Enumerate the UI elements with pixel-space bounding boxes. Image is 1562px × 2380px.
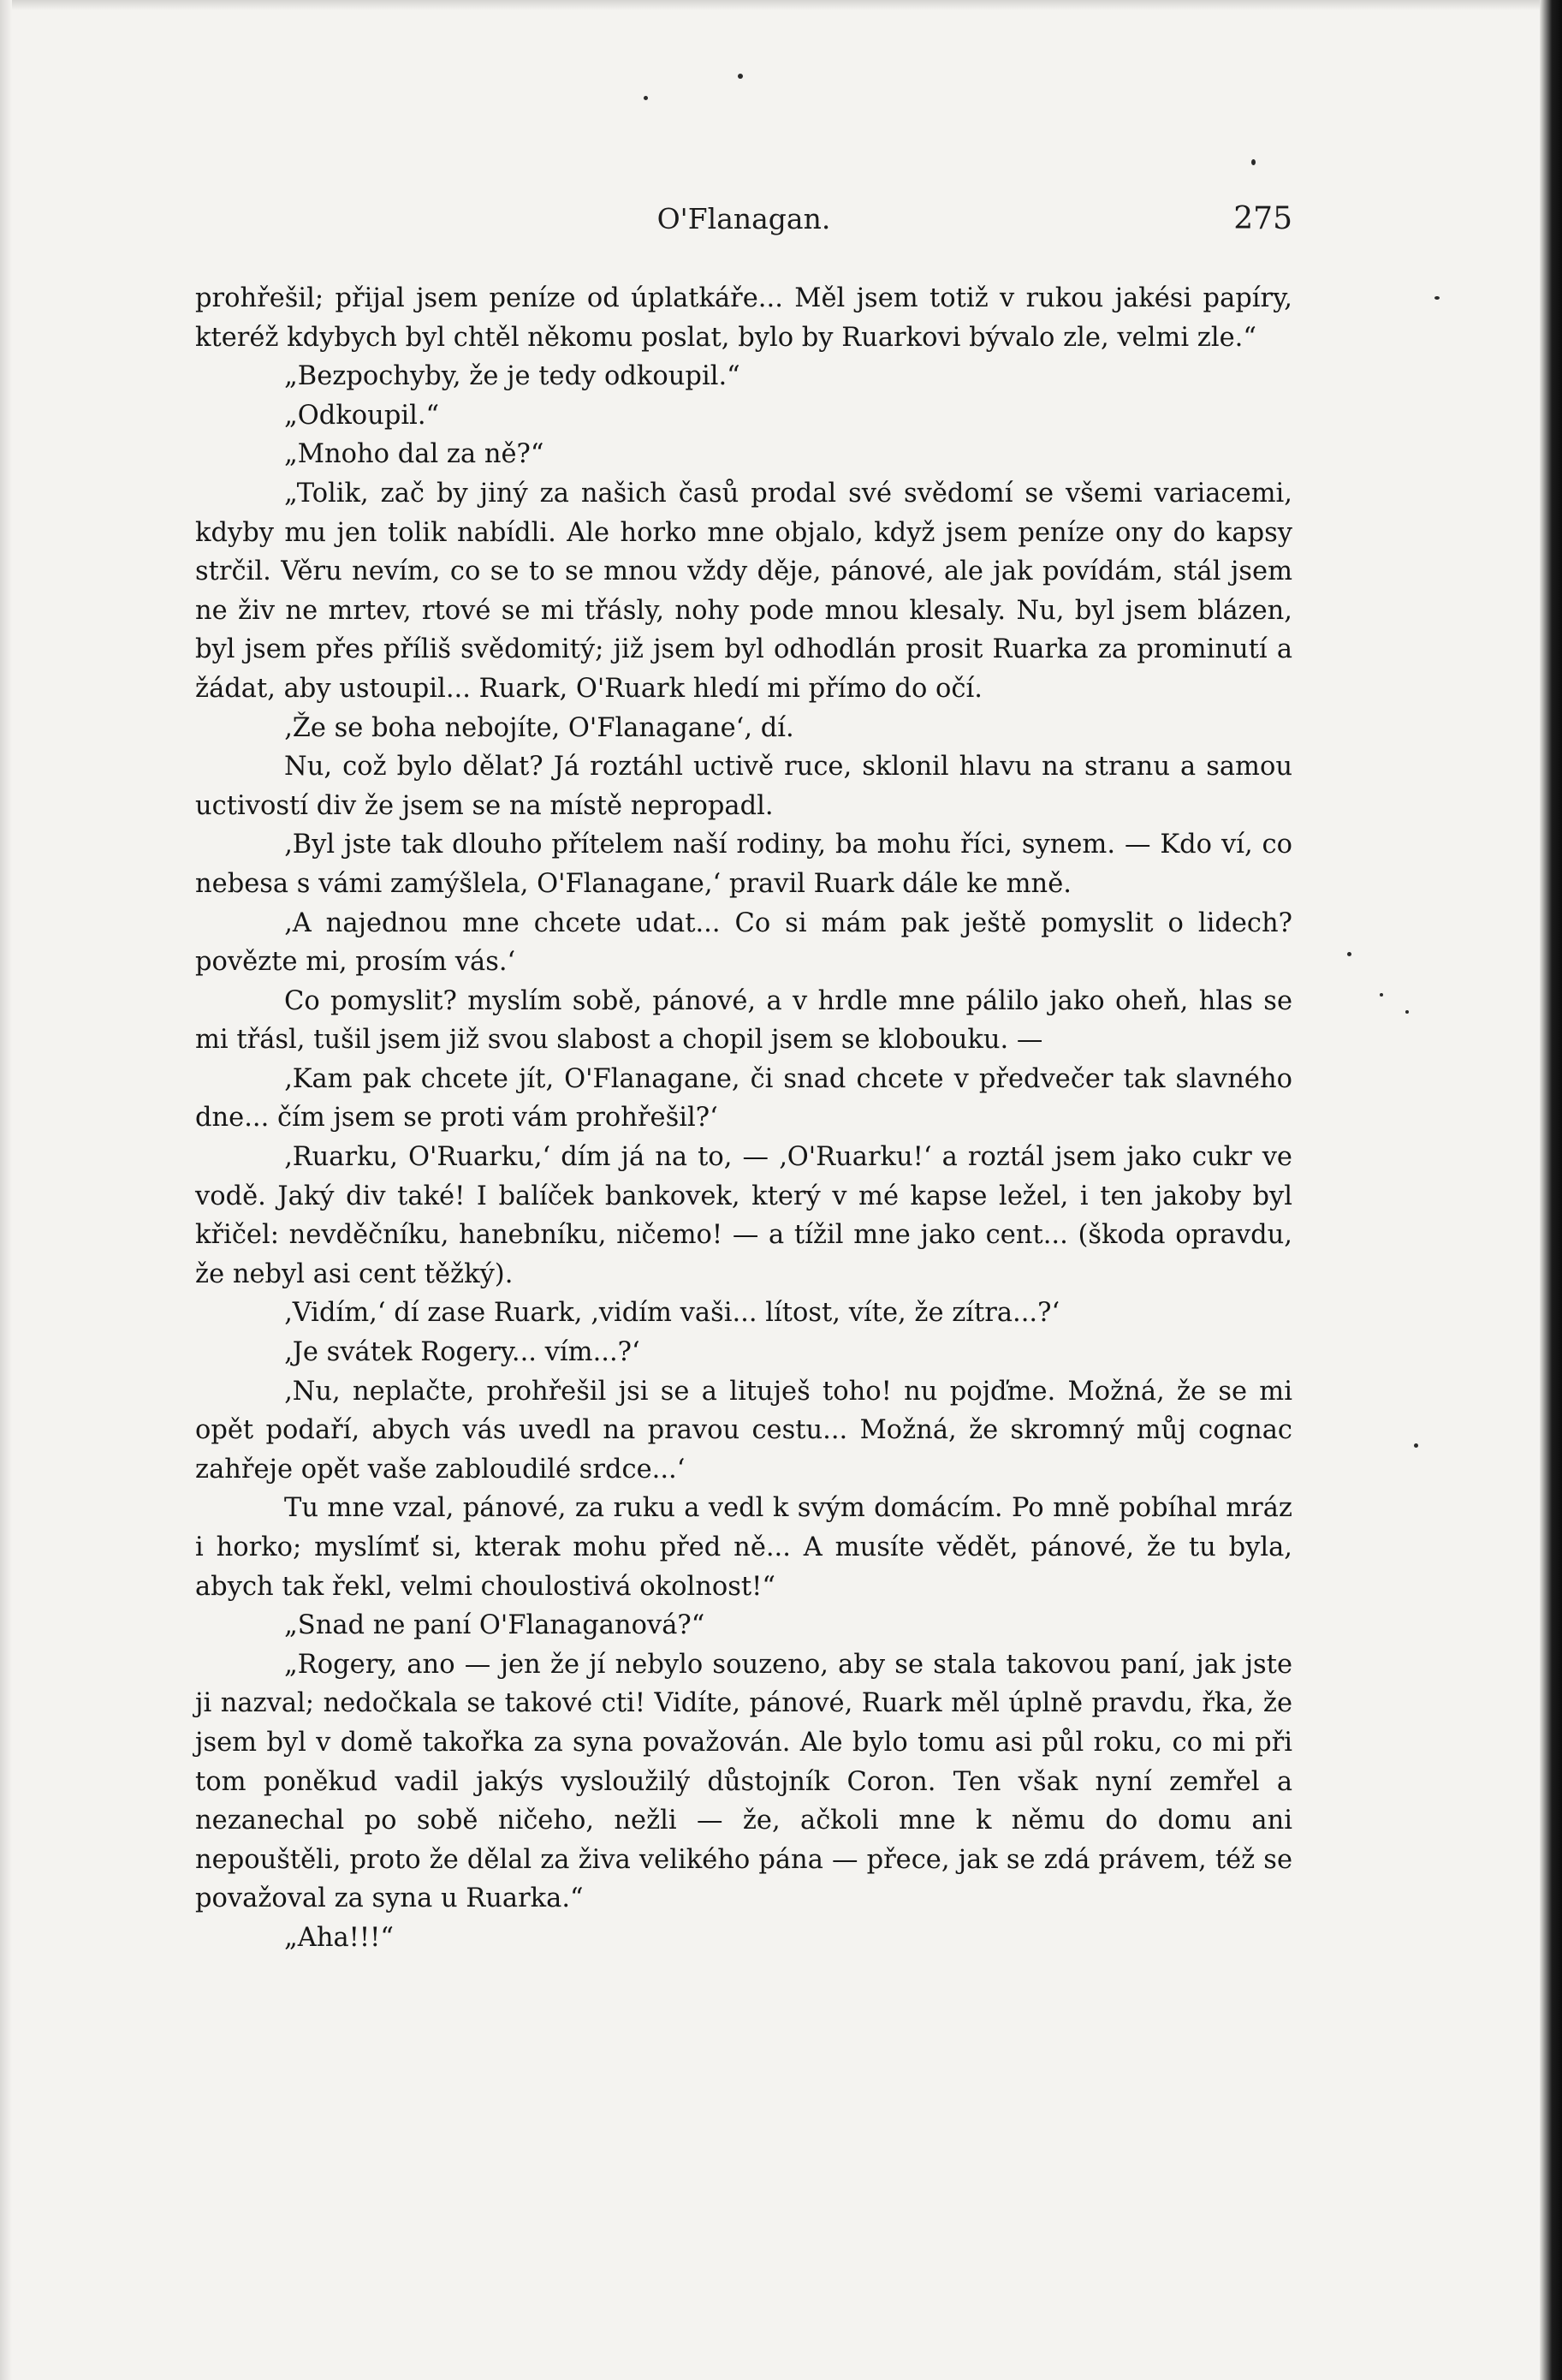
paragraph: „Odkoupil.“ [284, 400, 440, 431]
paragraph: Co pomyslit? myslím sobě, pánové, a v hrdle mne pálilo jako oheň, hlas se mi třásl, tušil jsem již svou slabost a chopil jsem se klobouku. — [195, 985, 1292, 1056]
running-title: O'Flanagan. [656, 202, 831, 235]
paragraph: Tu mne vzal, pánové, za ruku a vedl k svým domácím. Po mně pobíhal mráz i horko; myslímť si, kterak mohu před ně... A musíte vědět, pánové, že tu byla, abych tak řekl, velmi choulostivá okolnost!“ [195, 1493, 1292, 1602]
paragraph: ‚Byl jste tak dlouho přítelem naší rodiny, ba mohu říci, synem. — Kdo ví, co nebesa s vámi zamýšlela, O'Flanagane,‘ pravil Ruark dále ke mně. [195, 830, 1292, 899]
paragraph: „Aha!!!“ [284, 1922, 395, 1953]
page-header [195, 199, 1292, 240]
paragraph: ‚A najednou mne chcete udat... Co si mám pak ještě pomyslit o lidech? povězte mi, prosím vás.‘ [195, 907, 1292, 978]
print-speck [738, 74, 743, 79]
paragraph: prohřešil; přijal jsem peníze od úplatkáře... Měl jsem totiž v rukou jakési papíry, kteréž kdybych byl chtěl někomu poslat, bylo by Ruarkovi bývalo zle, velmi zle.“ [195, 283, 1292, 353]
page-left-shadow [0, 0, 12, 2380]
print-speck [1434, 296, 1440, 300]
paragraph: ‚Je svátek Rogery... vím...?‘ [284, 1337, 640, 1368]
paragraph: Nu, což bylo dělat? Já roztáhl uctivě ruce, sklonil hlavu na stranu a samou uctivostí div že jsem se na místě nepropadl. [195, 752, 1292, 821]
paragraph: „Mnoho dal za ně?“ [284, 439, 544, 470]
page-number: 275 [1233, 201, 1292, 236]
page-right-binding-edge [1540, 0, 1562, 2380]
print-speck [1347, 952, 1351, 956]
page-top-shadow [0, 0, 1562, 10]
print-speck [1380, 993, 1383, 997]
print-speck [1405, 1010, 1409, 1014]
body-text [195, 279, 1292, 1958]
paragraph: ‚Ruarku, O'Ruarku,‘ dím já na to, — ‚O'Ruarku!‘ a roztál jsem jako cukr ve vodě. Jaký div také! I balíček bankovek, který v mé kapse ležel, i ten jakoby byl křičel: nevděčníku, hanebníku, ničemo! — a tížil mne jako cent... (škoda opravdu, že nebyl asi cent těžký). [195, 1142, 1292, 1289]
paragraph: „Rogery, ano — jen že jí nebylo souzeno, aby se stala takovou paní, jak jste ji nazval; nedočkala se takové cti! Vidíte, pánové, Ruark měl úplně pravdu, řka, že jsem byl v domě takořka za syna považován. Ale bylo tomu asi půl roku, co mi při tom poněkud vadil jakýs vysloužilý důstojník Coron. Ten však nyní zemřel a nezanechal po sobě ničeho, nežli — že, ačkoli mne k němu do domu ani nepouštěli, proto že dělal za živa velikého pána — přece, jak se zdá právem, též se považoval za syna u Ruarka.“ [195, 1649, 1292, 1914]
paragraph: „Bezpochyby, že je tedy odkoupil.“ [284, 361, 740, 392]
print-speck [644, 96, 648, 100]
print-speck [1251, 159, 1256, 165]
paragraph: ‚Nu, neplačte, prohřešil jsi se a lituješ toho! nu pojďme. Možná, že se mi opět podaří, abych vás uvedl na pravou cestu... Možná, že skromný můj cognac zahřeje opět vaše zabloudilé srdce...‘ [195, 1376, 1292, 1485]
paragraph: ‚Vidím,‘ dí zase Ruark, ‚vidím vaši... lítost, víte, že zítra...?‘ [284, 1298, 1060, 1329]
paragraph: ‚Kam pak chcete jít, O'Flanagane, či snad chcete v předvečer tak slavného dne... čím jsem se proti vám prohřešil?‘ [195, 1063, 1292, 1133]
paragraph: „Tolik, zač by jiný za našich časů prodal své svědomí se všemi variacemi, kdyby mu jen tolik nabídli. Ale horko mne objalo, když jsem peníze ony do kapsy strčil. Věru nevím, co se to se mnou vždy děje, pánové, ale jak povídám, stál jsem ne živ ne mrtev, rtové se mi třásly, nohy pode mnou klesaly. Nu, byl jsem blázen, byl jsem přes příliš svědomitý; již jsem byl odhodlán prosit Ruarka za prominutí a žádat, aby ustoupil... Ruark, O'Ruark hledí mi přímo do očí. [195, 478, 1292, 704]
paragraph: ‚Že se boha nebojíte, O'Flanagane‘, dí. [284, 712, 794, 743]
print-speck [1414, 1443, 1418, 1448]
paragraph: „Snad ne paní O'Flanaganová?“ [284, 1610, 705, 1641]
